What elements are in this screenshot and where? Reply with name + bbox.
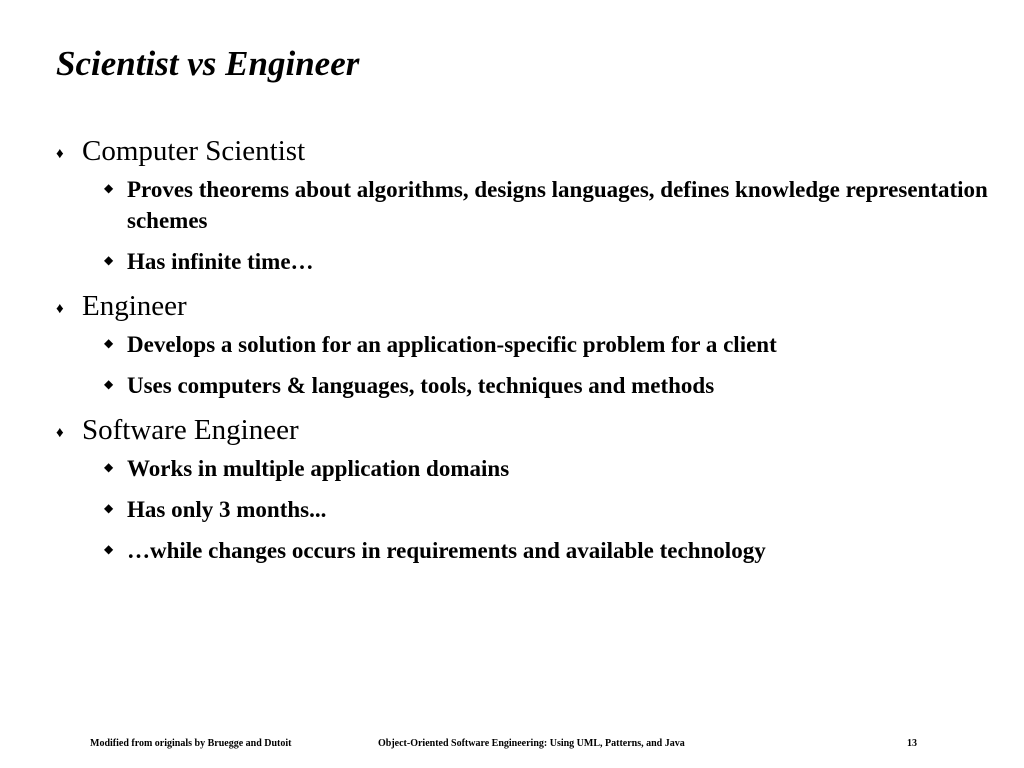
sub-bullet-item (104, 329, 996, 360)
diamond-bullet-icon: ♦ (56, 425, 64, 441)
diamond-sub-bullet-icon: ◆ (104, 460, 114, 474)
footer-credit: Modified from originals by Bruegge and Dutoit (90, 738, 292, 749)
bullet-list (56, 132, 996, 566)
footer-book-title: Object-Oriented Software Engineering: Using UML, Patterns, and Java (378, 738, 685, 749)
sub-bullet-item (104, 494, 996, 525)
bullet-label: Software Engineer (82, 414, 299, 446)
sub-bullet-list (56, 453, 996, 566)
sub-bullet-item (104, 174, 996, 236)
diamond-sub-bullet-icon: ◆ (104, 181, 114, 195)
diamond-sub-bullet-icon: ◆ (104, 336, 114, 350)
sub-bullet-text: Works in multiple application domains (127, 456, 510, 481)
sub-bullet-text: Has only 3 months... (127, 497, 327, 522)
sub-bullet-text: Develops a solution for an application-specific problem for a client (127, 332, 777, 357)
diamond-bullet-icon: ♦ (56, 146, 64, 162)
bullet-software-engineer (56, 411, 996, 449)
sub-bullet-list (56, 329, 996, 401)
sub-bullet-item (104, 246, 996, 277)
sub-bullet-item (104, 535, 996, 566)
sub-bullet-text: Uses computers & languages, tools, techniques and methods (127, 373, 715, 398)
bullet-label: Engineer (82, 290, 187, 322)
diamond-sub-bullet-icon: ◆ (104, 501, 114, 515)
diamond-sub-bullet-icon: ◆ (104, 542, 114, 556)
bullet-engineer (56, 287, 996, 325)
sub-bullet-item (104, 370, 996, 401)
diamond-bullet-icon: ♦ (56, 301, 64, 317)
bullet-label: Computer Scientist (82, 135, 306, 167)
sub-bullet-list (56, 174, 996, 277)
slide-title: Scientist vs Engineer (56, 44, 360, 83)
bullet-computer-scientist (56, 132, 996, 170)
diamond-sub-bullet-icon: ◆ (104, 253, 114, 267)
diamond-sub-bullet-icon: ◆ (104, 377, 114, 391)
sub-bullet-item (104, 453, 996, 484)
sub-bullet-text: Has infinite time… (127, 249, 314, 274)
page-number: 13 (907, 738, 917, 749)
sub-bullet-text: …while changes occurs in requirements and available technology (127, 538, 766, 563)
sub-bullet-text: Proves theorems about algorithms, designs languages, defines knowledge representation schemes (127, 177, 988, 233)
